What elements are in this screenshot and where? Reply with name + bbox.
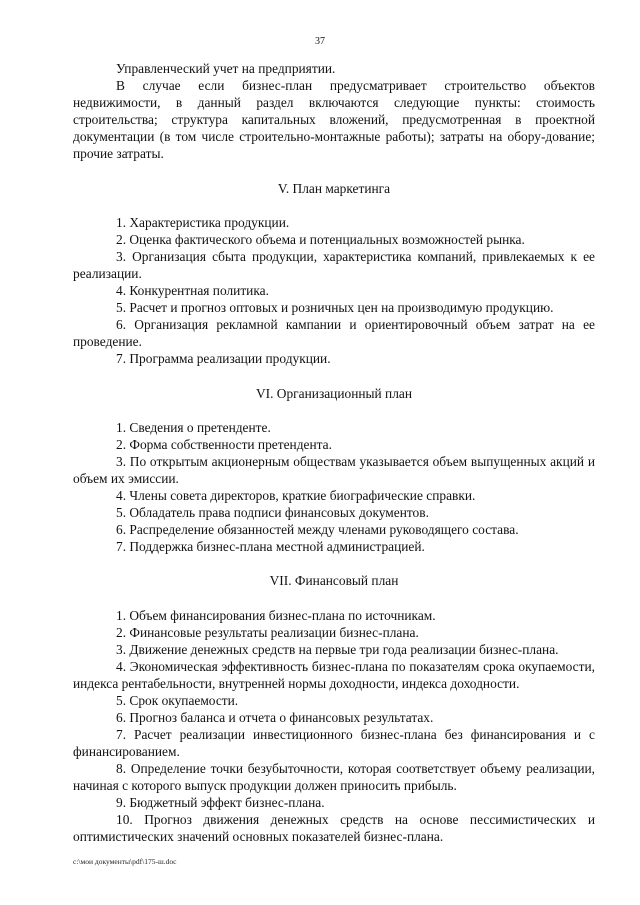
list-item: 2. Финансовые результаты реализации бизнес-плана. — [116, 625, 419, 640]
list-item: 8. Определение точки безубыточности, которая соответствует объему реализации, начиная с которого выпуск продукции должен приносить прибыль. — [73, 761, 595, 793]
list-item: 6. Распределение обязанностей между членами руководящего состава. — [116, 522, 519, 537]
list-item: 2. Форма собственности претендента. — [116, 437, 332, 452]
footer-file-path: c:\мои документы\pdf\175-ш.doc — [73, 857, 177, 866]
section-title-organizational: VI. Организационный план — [255, 386, 413, 401]
list-item: 10. Прогноз движения денежных средств на основе пессимистических и оптимистических значений основных показателей бизнес-плана. — [73, 812, 595, 844]
list-item: 6. Организация рекламной кампании и ориентировочный объем затрат на ее проведение. — [73, 317, 595, 349]
section-title-financial: VII. Финансовый план — [269, 573, 399, 588]
list-item: 4. Члены совета директоров, краткие биографические справки. — [116, 488, 476, 503]
section-title-marketing: V. План маркетинга — [277, 181, 391, 196]
list-item: 2. Оценка фактического объема и потенциальных возможностей рынка. — [116, 232, 525, 247]
list-item: 7. Поддержка бизнес-плана местной администрацией. — [116, 539, 425, 554]
list-item: 1. Сведения о претенденте. — [116, 420, 271, 435]
list-item: 7. Программа реализации продукции. — [116, 351, 331, 366]
list-item: 3. Движение денежных средств на первые три года реализации бизнес-плана. — [116, 642, 559, 657]
list-item: 1. Объем финансирования бизнес-плана по источникам. — [116, 608, 436, 623]
list-item: 9. Бюджетный эффект бизнес-плана. — [116, 795, 325, 810]
list-item: 5. Срок окупаемости. — [116, 693, 239, 708]
page-number: 37 — [315, 36, 325, 47]
document-body — [73, 60, 595, 845]
list-item: 3. Организация сбыта продукции, характеристика компаний, привлекаемых к ее реализации. — [73, 249, 595, 281]
list-item: 7. Расчет реализации инвестиционного бизнес-плана без финансирования и с финансированием. — [73, 727, 595, 759]
list-item: 5. Обладатель права подписи финансовых документов. — [116, 505, 429, 520]
list-item: 4. Экономическая эффективность бизнес-плана по показателям срока окупаемости, индекса рентабельности, внутренней нормы доходности, индекса доходности. — [73, 659, 595, 691]
list-item: 4. Конкурентная политика. — [116, 283, 269, 298]
list-item: 5. Расчет и прогноз оптовых и розничных цен на производимую продукцию. — [116, 300, 554, 315]
list-item: 3. По открытым акционерным обществам указывается объем выпущенных акций и объем их эмиссии. — [73, 454, 595, 486]
intro-paragraph-2: В случае если бизнес-план предусматривает строительство объектов недвижимости, в данный раздел включаются следующие пункты: стоимость строительства; структура капитальных вложений, предусмотренная в проектной документации (в том числе строительно-монтажные работы); затраты на обору-дование; прочие затраты. — [73, 78, 595, 161]
intro-paragraph-1: Управленческий учет на предприятии. — [116, 61, 336, 76]
list-item: 6. Прогноз баланса и отчета о финансовых результатах. — [116, 710, 434, 725]
list-item: 1. Характеристика продукции. — [116, 215, 290, 230]
